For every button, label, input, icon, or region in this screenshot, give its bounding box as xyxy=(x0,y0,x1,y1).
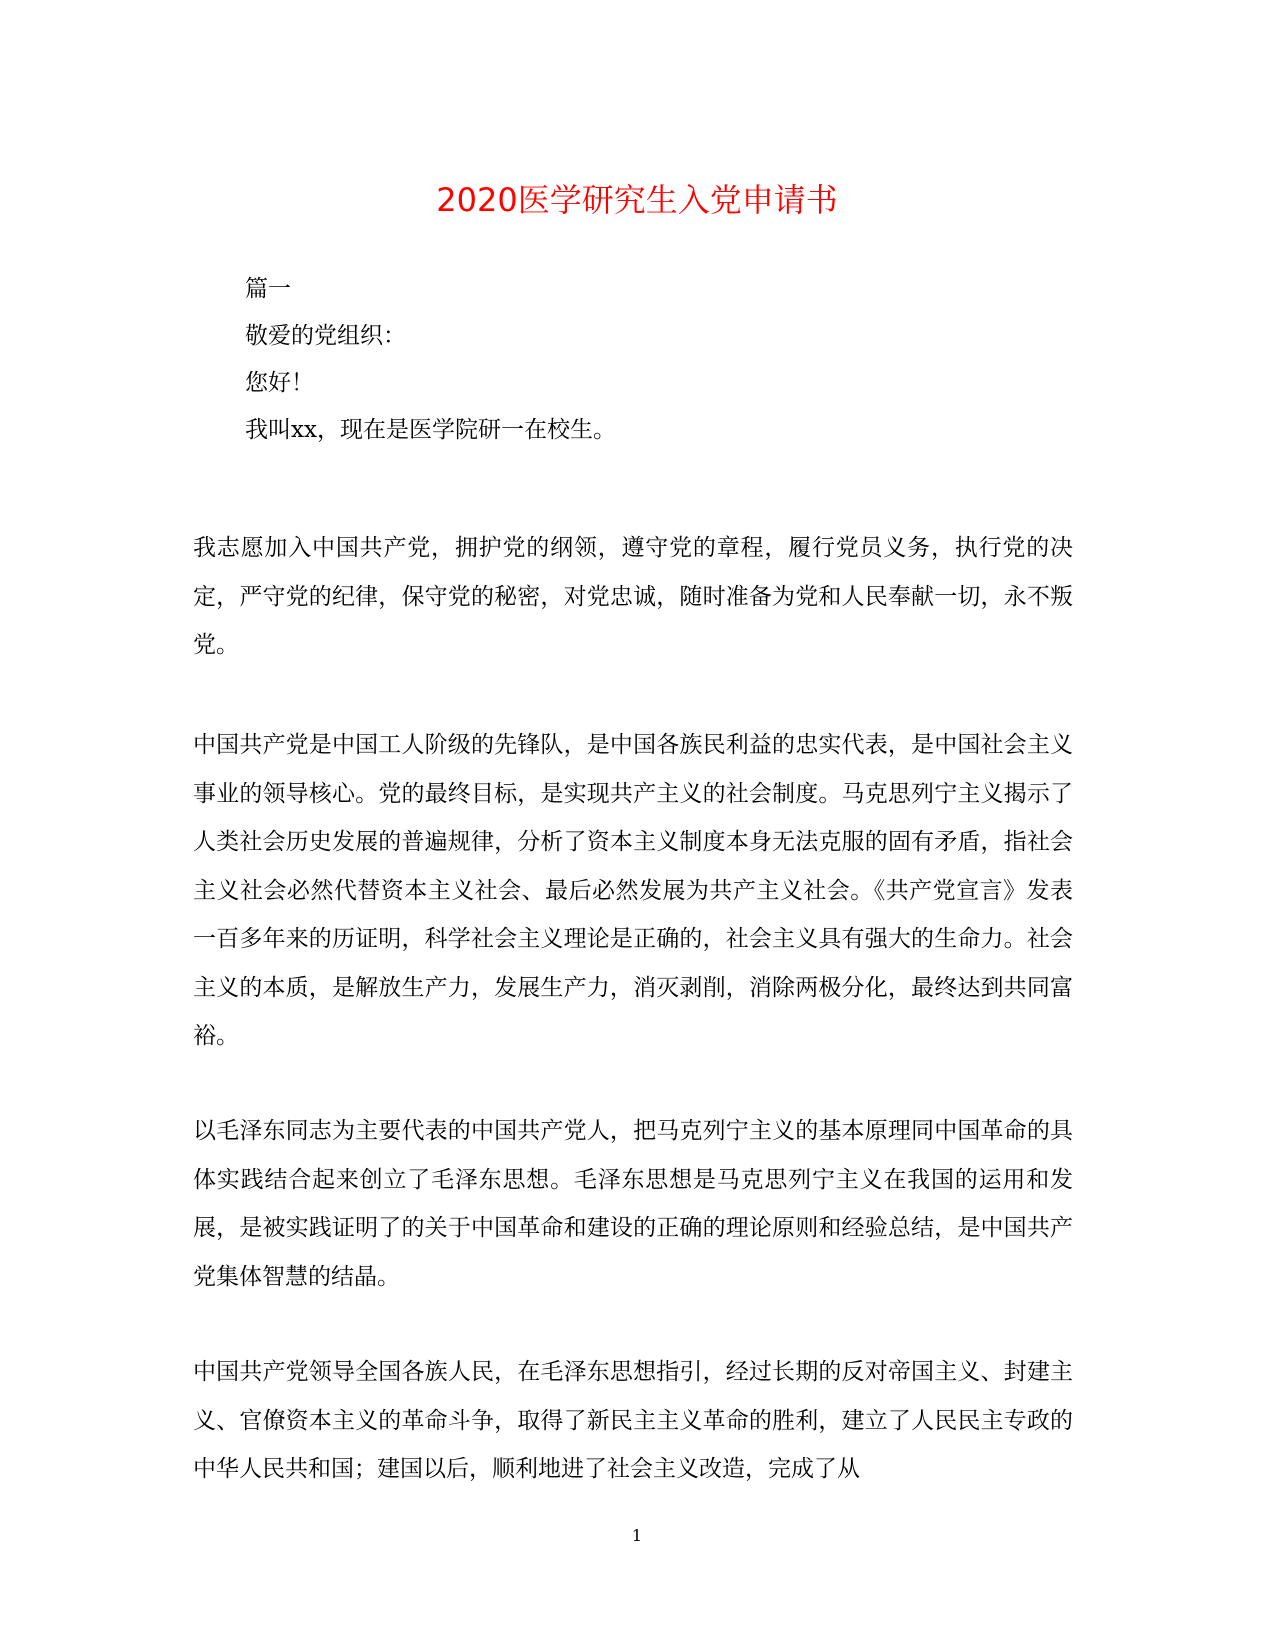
paragraph-party-nature: 中国共产党是中国工人阶级的先锋队，是中国各族民利益的忠实代表，是中国社会主义事业的领导核心。党的最终目标，是实现共产主义的社会制度。马克思列宁主义揭示了人类社会历史发展的普遍规律，分析了资本主义制度本身无法克服的固有矛盾，指社会主义社会必然代替资本主义社会、最后必然发展为共产主义社会。《共产党宣言》发表一百多年来的历证明，科学社会主义理论是正确的，社会主义具有强大的生命力。社会主义的本质，是解放生产力，发展生产力，消灭剥削，消除两极分化，最终达到共同富裕。 xyxy=(193,732,1073,1049)
page-number: 1 xyxy=(631,1526,643,1545)
paragraph-mao-thought: 以毛泽东同志为主要代表的中国共产党人，把马克列宁主义的基本原理同中国革命的具体实践结合起来创立了毛泽东思想。毛泽东思想是马克思列宁主义在我国的运用和发展，是被实践证明了的关于中国革命和建设的正确的理论原则和经验总结，是中国共产党集体智慧的结晶。 xyxy=(193,1118,1073,1290)
paragraph-revolution: 中国共产党领导全国各族人民，在毛泽东思想指引，经过长期的反对帝国主义、封建主义、官僚资本主义的革命斗争，取得了新民主主义革命的胜利，建立了人民民主专政的中华人民共和国；建国以后，顺利地进了社会主义改造，完成了从 xyxy=(193,1359,1073,1482)
salutation: 敬爱的党组织： xyxy=(245,323,406,349)
intro-line: 我叫xx，现在是医学院研一在校生。 xyxy=(245,417,616,443)
paragraph-pledge: 我志愿加入中国共产党，拥护党的纲领，遵守党的章程，履行党员义务，执行党的决定，严守党的纪律，保守党的秘密，对党忠诚，随时准备为党和人民奉献一切，永不叛党。 xyxy=(193,535,1073,658)
section-label: 篇一 xyxy=(245,276,291,302)
greeting: 您好！ xyxy=(245,370,314,396)
document-title: 2020医学研究生入党申请书 xyxy=(436,181,838,219)
